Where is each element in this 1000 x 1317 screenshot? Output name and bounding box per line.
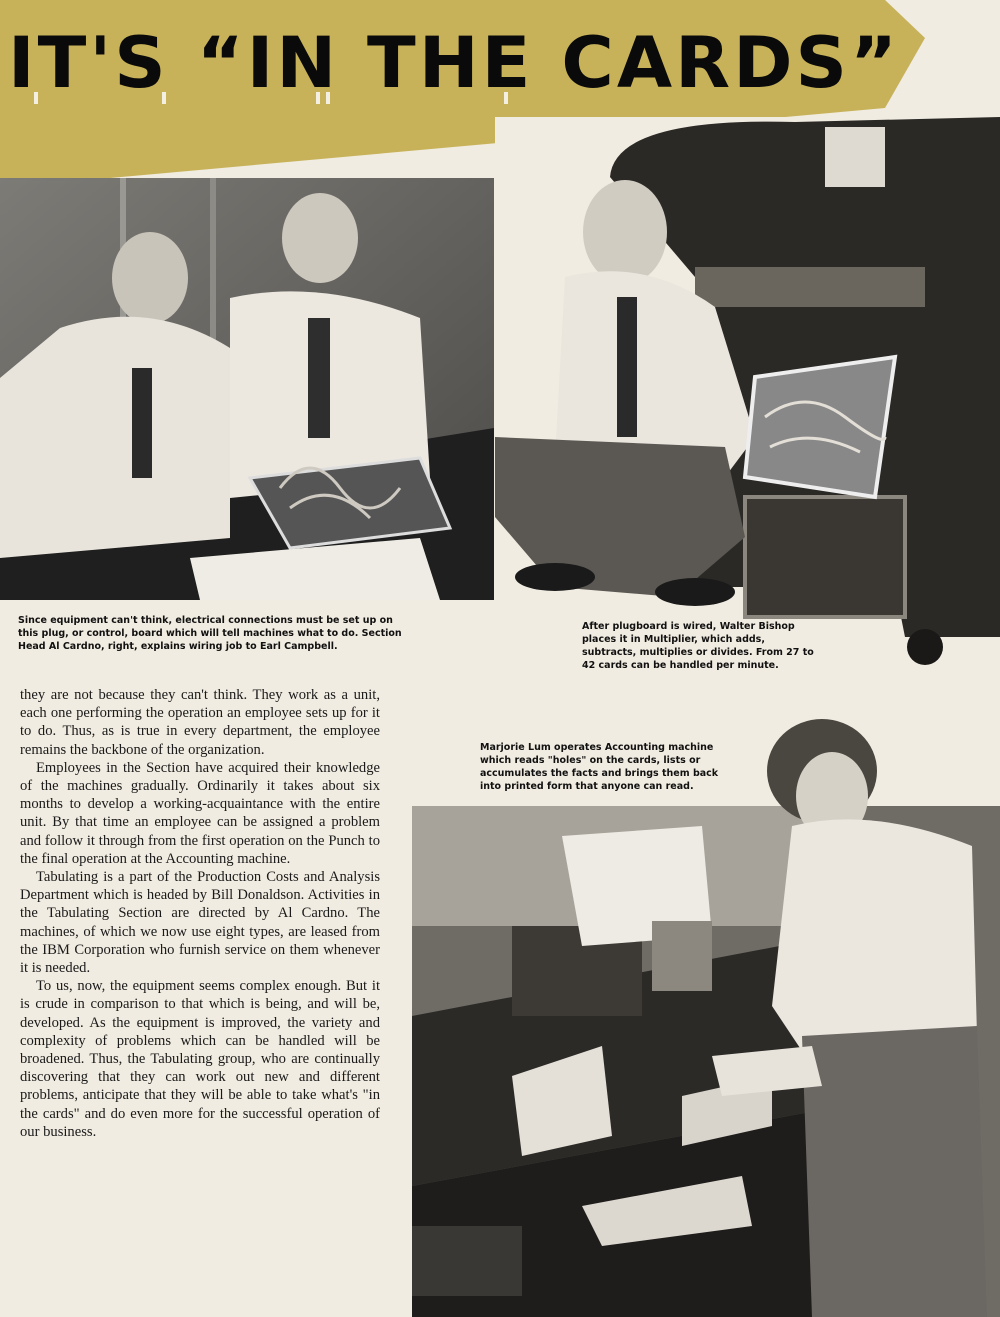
photo-multiplier: [495, 117, 1000, 670]
caption-wiring: Since equipment can't think, electrical connections must be set up on this plug, or control, board which will tell machines what to do. Section Head Al Cardno, right, explains wiring job to Earl Campbell.: [18, 615, 402, 652]
article-body: [20, 686, 380, 1141]
photo-wiring-board: [0, 178, 494, 600]
page-headline: IT'S “IN THE CARDS”: [8, 22, 901, 104]
article-paragraph: Employees in the Section have acquired their knowledge of the machines gradually. Ordinarily it takes about six months to develop a working-acquaintance with the entire unit. By that time an employee can be assigned a problem and follow it through from the first operation on the Punch to the final operation at the Accounting machine.: [20, 759, 380, 867]
article-paragraph: they are not because they can't think. They work as a unit, each one performing the operation an employee sets up for it to do. Thus, as is true in every department, the employee remains the backbone of the organization.: [20, 687, 380, 758]
photo-accounting-machine: [412, 706, 1000, 1317]
caption-accounting: Marjorie Lum operates Accounting machine which reads "holes" on the cards, lists or accumulates the facts and brings them back into printed form that anyone can read.: [480, 742, 719, 792]
caption-multiplier: After plugboard is wired, Walter Bishop places it in Multiplier, which adds, subtracts, multiplies or divides. From 27 to 42 cards can be handled per minute.: [582, 621, 814, 671]
article-paragraph: Tabulating is a part of the Production Costs and Analysis Department which is headed by Bill Donaldson. Activities in the Tabulating Section are directed by Al Cardno. The machines, of which we now use eight types, are leased from the IBM Corporation who furnish service on them whenever it is needed.: [20, 869, 380, 977]
article-paragraph: To us, now, the equipment seems complex enough. But it is crude in comparison to that which is being, and will be, developed. As the equipment is improved, the variety and complexity of problems which can be handled will be broadened. Thus, the Tabulating group, who are continually discovering that they can work out new and different problems, anticipate that they will be able to take what's "in the cards" and do even more for the successful operation of our business.: [20, 978, 380, 1140]
